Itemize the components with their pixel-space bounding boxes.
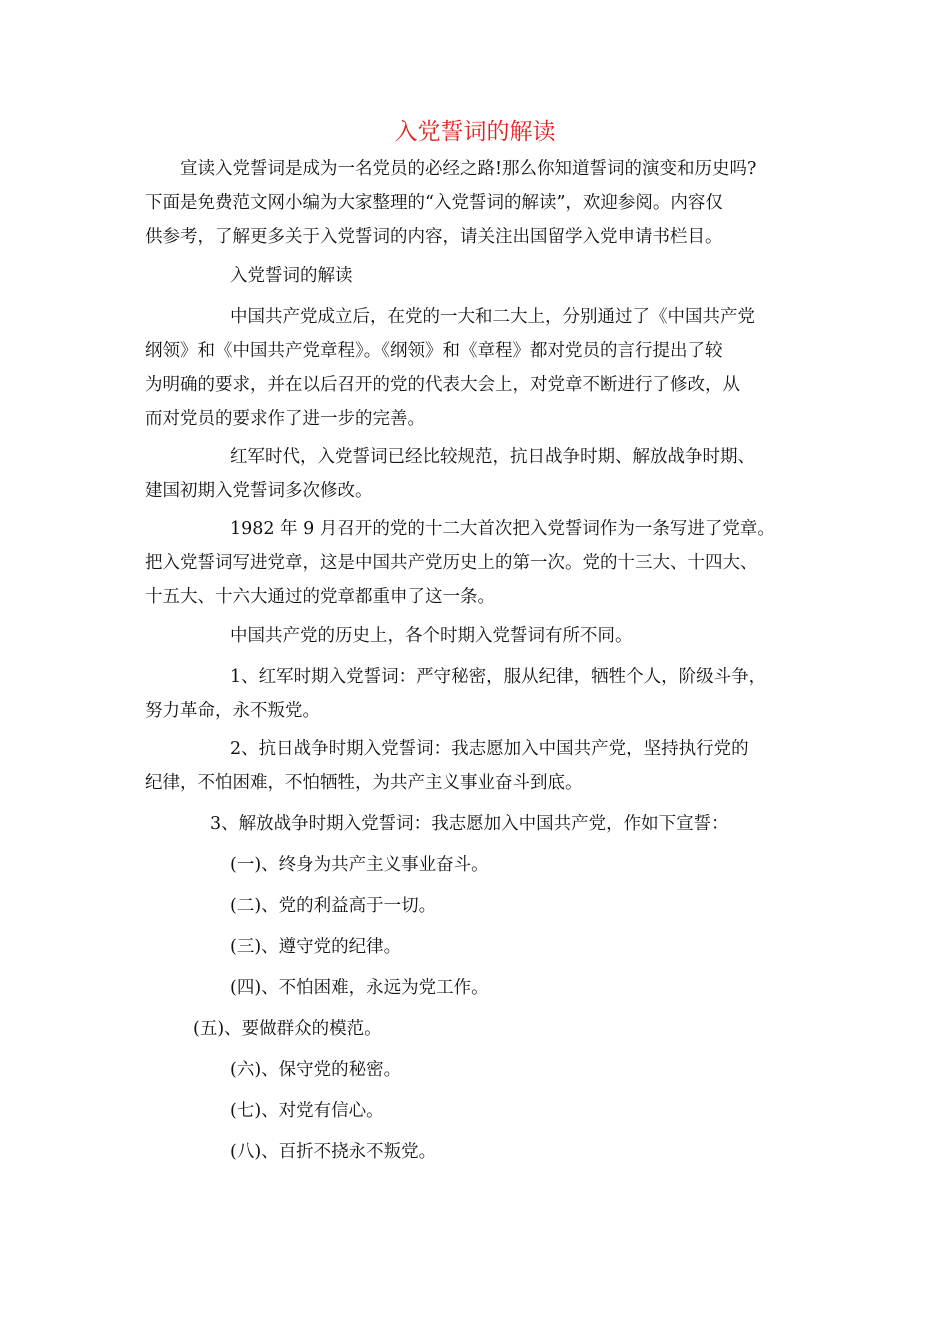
list-item: (二)、党的利益高于一切。 <box>230 896 437 916</box>
list-item: (六)、保守党的秘密。 <box>230 1060 402 1080</box>
list-item: (一)、终身为共产主义事业奋斗。 <box>230 855 489 875</box>
text-line: 中国共产党成立后，在党的一大和二大上，分别通过了《中国共产党 <box>230 307 755 327</box>
text-line: 努力革命，永不叛党。 <box>145 701 320 721</box>
text-line: 纲领》和《中国共产党章程》。《纲领》和《章程》都对党员的言行提出了较 <box>145 341 723 361</box>
text-line: 而对党员的要求作了进一步的完善。 <box>145 409 425 429</box>
oath-liberation-war <box>145 807 815 841</box>
oath-anti-japanese-war <box>145 732 815 800</box>
list-item: (三)、遵守党的纪律。 <box>230 937 402 957</box>
paragraph-red-army <box>145 440 815 508</box>
text-line: 十五大、十六大通过的党章都重申了这一条。 <box>145 587 495 607</box>
text-line: 3、解放战争时期入党誓词：我志愿加入中国共产党，作如下宣誓： <box>210 814 729 834</box>
text-line: 红军时代，入党誓词已经比较规范，抗日战争时期、解放战争时期、 <box>230 447 755 467</box>
text-line: 供参考，了解更多关于入党誓词的内容，请关注出国留学入党申请书栏目。 <box>145 227 723 247</box>
list-item: (五)、要做群众的模范。 <box>193 1019 382 1039</box>
intro-paragraph <box>145 152 815 254</box>
paragraph-1982 <box>145 512 815 614</box>
paragraph-history <box>145 619 815 653</box>
oath-item-list <box>145 848 815 1169</box>
text-line: 为明确的要求，并在以后召开的党的代表大会上，对党章不断进行了修改，从 <box>145 375 740 395</box>
list-item: (七)、对党有信心。 <box>230 1101 384 1121</box>
text-line: 1、红军时期入党誓词：严守秘密，服从纪律，牺牲个人，阶级斗争， <box>230 667 767 687</box>
text-line: 纪律，不怕困难，不怕牺牲，为共产主义事业奋斗到底。 <box>145 773 583 793</box>
paragraph-founding <box>145 300 815 436</box>
section-subtitle <box>145 259 815 293</box>
list-item: (四)、不怕困难，永远为党工作。 <box>230 978 489 998</box>
list-item: (八)、百折不挠永不叛党。 <box>230 1142 437 1162</box>
text-line: 入党誓词的解读 <box>230 266 353 286</box>
text-line: 1982 年 9 月召开的党的十二大首次把入党誓词作为一条写进了党章。 <box>230 519 775 539</box>
text-line: 中国共产党的历史上，各个时期入党誓词有所不同。 <box>230 626 633 646</box>
text-line: 下面是免费范文网小编为大家整理的“入党誓词的解读”，欢迎参阅。内容仅 <box>145 193 723 213</box>
text-line: 建国初期入党誓词多次修改。 <box>145 481 373 501</box>
text-line: 把入党誓词写进党章，这是中国共产党历史上的第一次。党的十三大、十四大、 <box>145 553 758 573</box>
document-title: 入党誓词的解读 <box>394 119 556 145</box>
oath-red-army <box>145 660 815 728</box>
text-line: 2、抗日战争时期入党誓词：我志愿加入中国共产党，坚持执行党的 <box>230 739 749 759</box>
text-line: 宣读入党誓词是成为一名党员的必经之路!那么你知道誓词的演变和历史吗? <box>180 159 757 179</box>
